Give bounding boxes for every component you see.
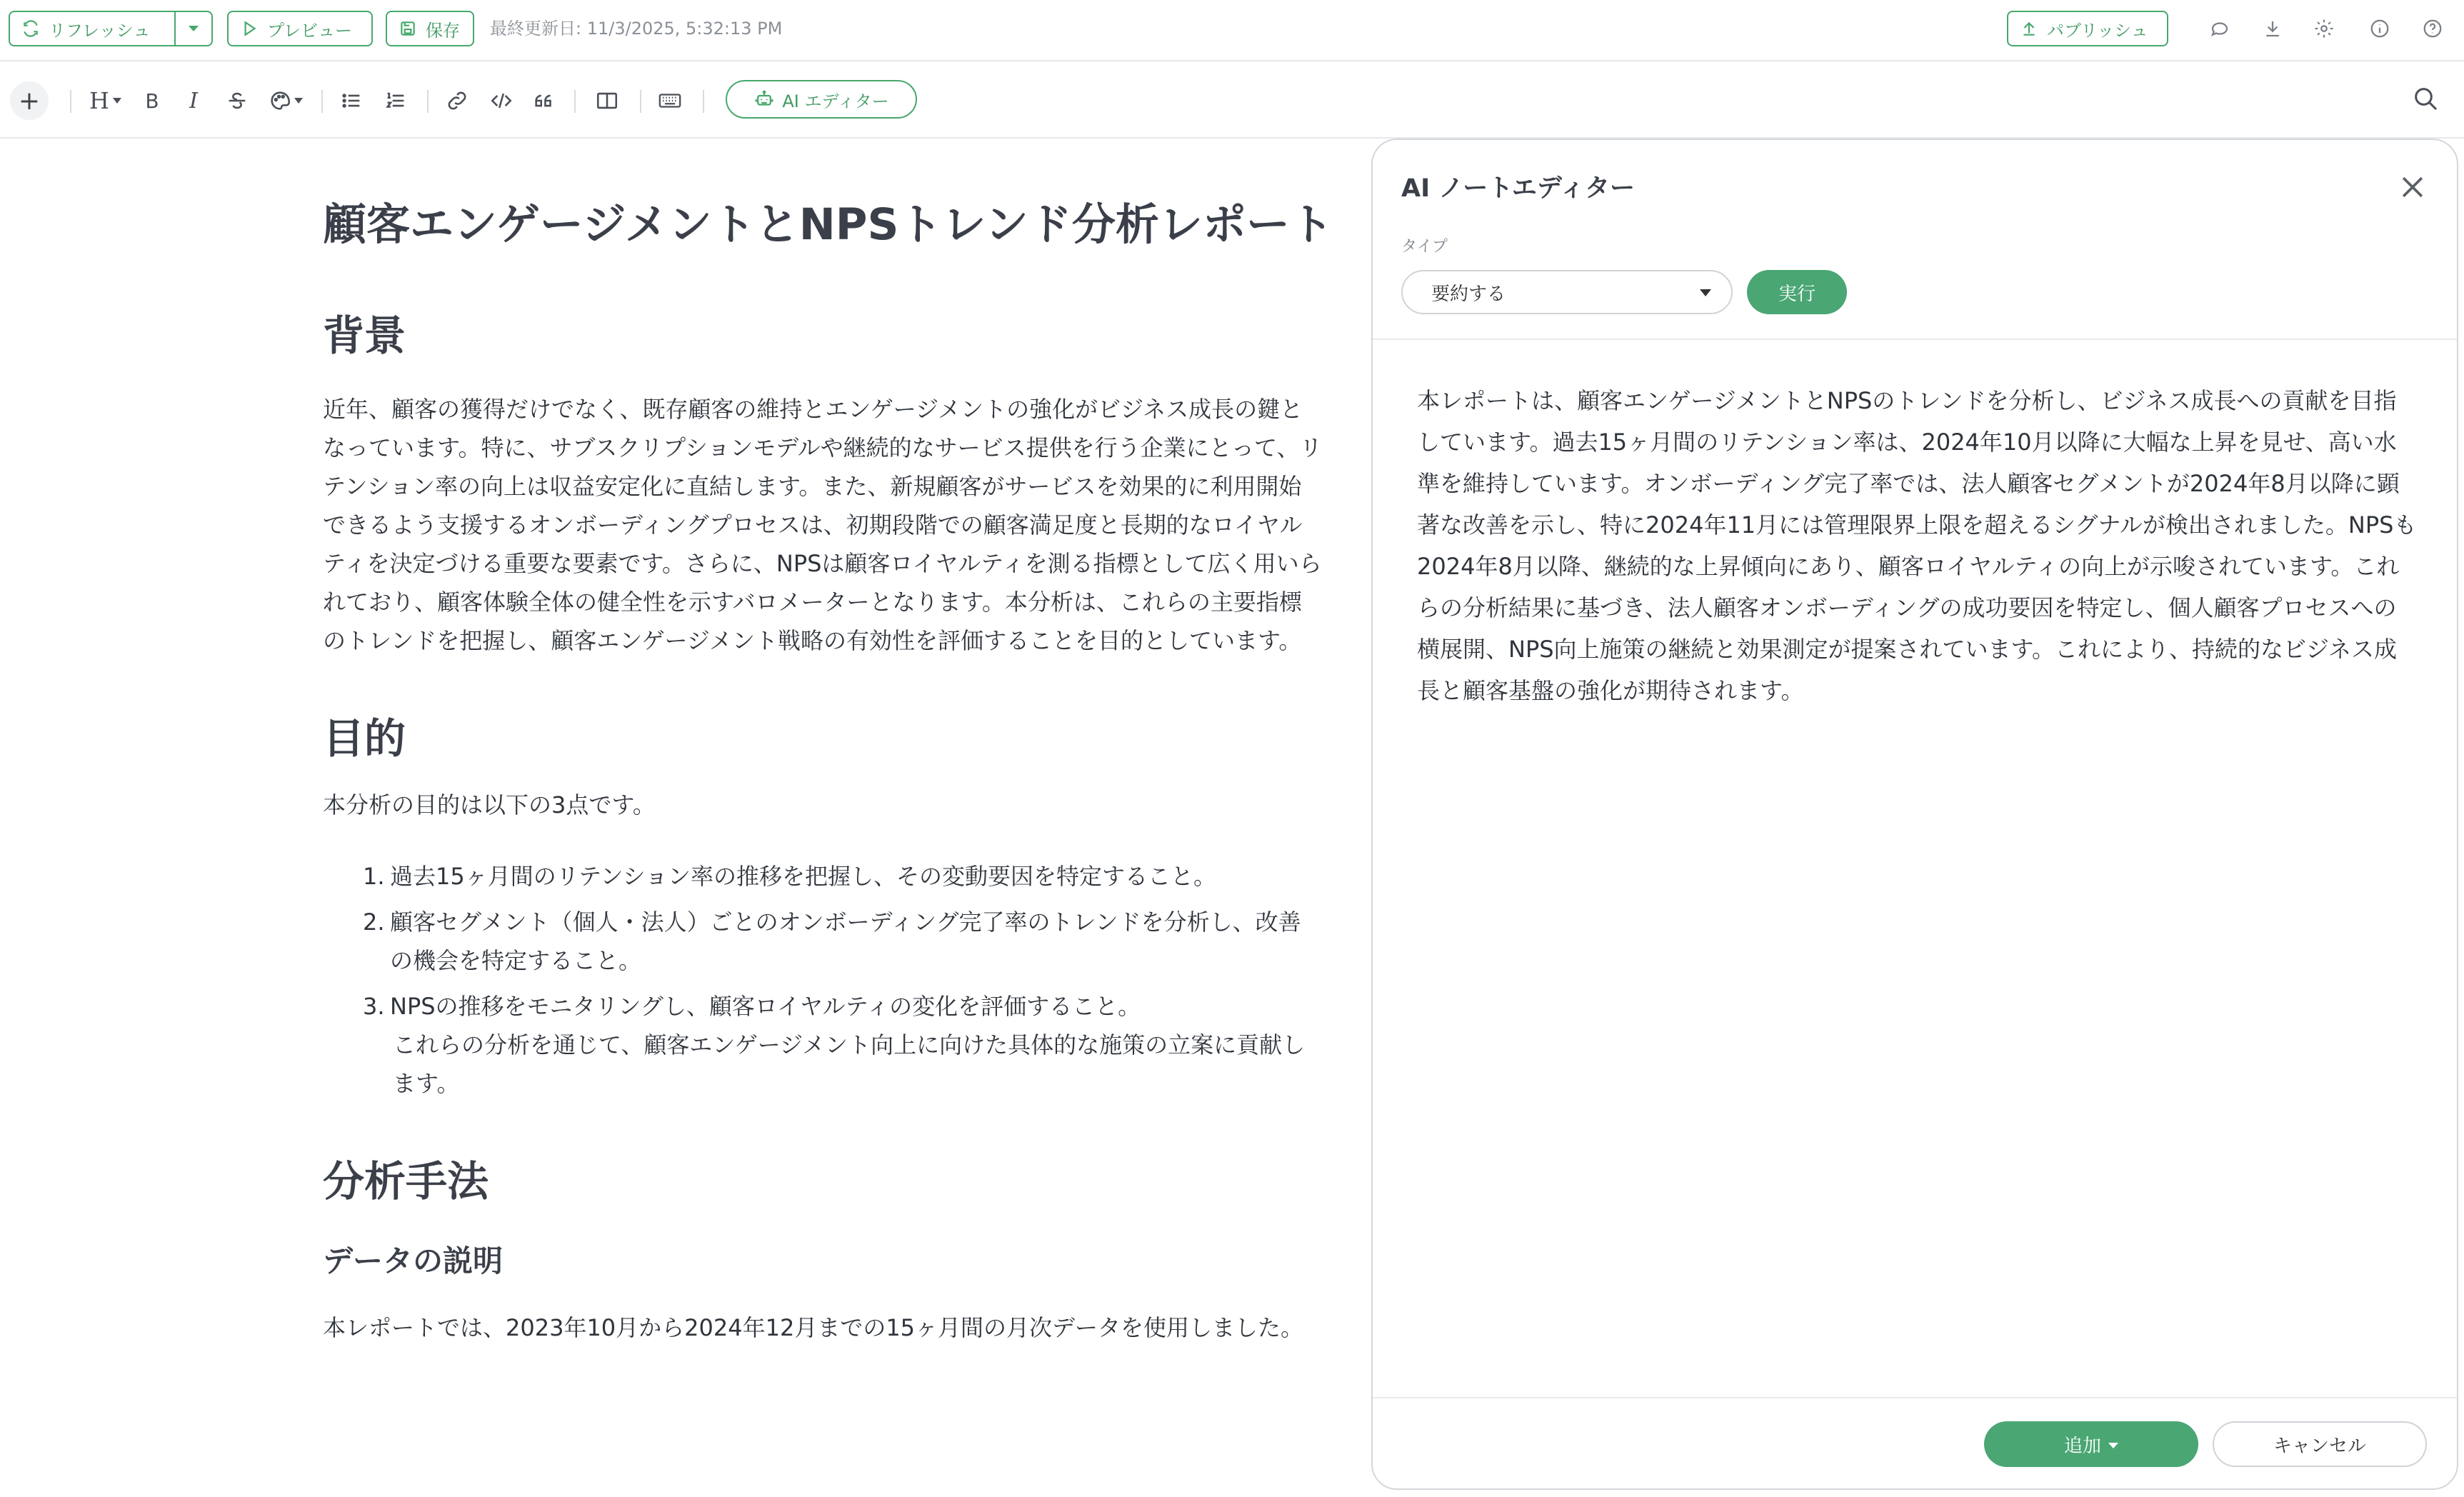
keyboard-icon[interactable] [654,84,686,117]
save-icon [399,19,417,38]
code-icon[interactable] [487,84,516,117]
link-icon[interactable] [443,84,471,117]
background-heading: 背景 [323,311,406,360]
document-title: 顧客エンゲージメントとNPSトレンド分析レポート [323,199,1333,250]
toolbar-divider [640,90,641,113]
purpose-heading: 目的 [323,714,406,763]
panel-title: AI ノートエディター [1401,174,1636,203]
type-select[interactable] [1401,270,1733,314]
type-select-value: 要約する [1431,283,1506,305]
top-bar [0,0,2464,61]
list-item [363,987,1323,1026]
bold-icon[interactable] [140,84,164,117]
list-item-text: 過去15ヶ月間のリテンション率の推移を把握し、その変動要因を特定すること。 [390,863,1217,890]
add-button[interactable] [1984,1421,2198,1467]
add-label: 追加 [2063,1435,2101,1457]
quote-icon[interactable] [530,84,559,117]
panel-footer-divider [1373,1397,2458,1398]
caret-down-icon [187,24,200,33]
toolbar-divider [427,90,429,113]
info-icon[interactable] [2367,16,2393,41]
robot-icon [753,89,775,110]
comment-icon[interactable] [2207,16,2233,41]
preview-label: プレビュー [267,20,353,41]
refresh-icon [21,19,40,38]
heading-label: H [89,87,109,114]
summary-text[interactable]: 本レポートは、顧客エンゲージメントとNPSのトレンドを分析し、ビジネス成長への貢献を目指しています。過去15ヶ月間のリテンション率は、2024年10月以降に大幅な上昇を見せ、高い水準を維持しています。オンボーディング完了率では、法人顧客セグメントが2024年8月以降に顕著な改善を示し、特に2024年11月には管理限界上限を超えるシグナルが検出されました。NPSも2024年8月以降、継続的な上昇傾向にあり、顧客ロイヤルティの向上が示唆されています。これらの分析結果に基づき、法人顧客オンボーディングの成功要因を特定し、個人顧客プロセスへの横展開、NPS向上施策の継続と効果測定が提案されています。これにより、持続的なビジネス成長と顧客基盤の強化が期待されます。 [1417,387,2417,704]
search-icon[interactable] [2411,84,2440,113]
publish-label: パブリッシュ [2047,20,2148,41]
toolbar-divider [70,90,71,113]
plus-icon[interactable]: + [10,81,49,120]
toolbar-divider [703,90,704,113]
refresh-button[interactable] [9,11,176,46]
columns-icon[interactable] [591,84,623,117]
run-label: 実行 [1778,283,1816,305]
cancel-button[interactable] [2213,1421,2427,1467]
caret-down-icon [294,97,304,104]
list-item-text: 顧客セグメント（個人・法人）ごとのオンボーディング完了率のトレンドを分析し、改善の機会を特定すること。 [390,908,1301,974]
strikethrough-icon[interactable] [223,84,251,117]
publish-button[interactable] [2007,11,2168,46]
last-updated-text: 最終更新日: 11/3/2025, 5:32:13 PM [490,19,783,39]
chevron-down-icon [1700,289,1711,296]
list-item [363,857,1323,896]
download-icon[interactable] [2260,16,2285,41]
caret-down-icon [2108,1443,2118,1448]
gear-icon[interactable] [2311,16,2337,41]
formatting-toolbar [0,63,2464,139]
numbered-list-icon[interactable] [381,84,410,117]
toolbar-divider [574,90,576,113]
close-icon[interactable] [2397,171,2428,203]
list-item-number: 2. [363,908,385,936]
list-item [363,903,1323,980]
preview-button[interactable] [227,11,373,46]
data-description-paragraph: 本レポートでは、2023年10月から2024年12月までの15ヶ月間の月次データを使用しました。 [323,1314,1304,1341]
list-item-number: 1. [363,863,385,890]
italic-label: I [189,88,198,114]
toolbar-divider [321,90,323,113]
background-paragraph: 近年、顧客の獲得だけでなく、既存顧客の維持とエンゲージメントの強化がビジネス成長の鍵となっています。特に、サブスクリプションモデルや継続的なサービス提供を行う企業にとって、リテンション率の向上は収益安定化に直結します。また、新規顧客がサービスを効果的に利用開始できるよう支援するオンボーディングプロセスは、初期段階での顧客満足度と長期的なロイヤルティを決定づける重要な要素です。さらに、NPSは顧客ロイヤルティを測る指標として広く用いられており、顧客体験全体の健全性を示すバロメーターとなります。本分析は、これらの主要指標のトレンドを把握し、顧客エンゲージメント戦略の有効性を評価することを目的としています。 [323,396,1323,654]
ai-note-editor-panel [1371,139,2458,1490]
document-body[interactable] [323,193,1333,1347]
type-label: タイプ [1401,238,1448,256]
play-icon [240,19,259,38]
bold-label: B [145,89,159,113]
purpose-list [323,857,1323,1026]
bullet-list-icon[interactable] [337,84,366,117]
method-heading: 分析手法 [323,1157,489,1206]
ai-editor-button[interactable] [726,80,917,119]
run-button[interactable] [1747,270,1847,314]
panel-divider [1373,339,2458,340]
refresh-dropdown-button[interactable] [174,11,213,46]
refresh-label: リフレッシュ [49,20,151,41]
italic-icon[interactable] [181,84,206,117]
caret-down-icon [112,97,122,104]
help-icon[interactable] [2420,16,2445,41]
color-icon[interactable] [266,84,306,117]
purpose-outro: これらの分析を通じて、顧客エンゲージメント向上に向けた具体的な施策の立案に貢献します。 [393,1031,1306,1097]
cancel-label: キャンセル [2273,1435,2366,1457]
heading-icon[interactable] [86,84,126,117]
upload-icon [2020,19,2038,38]
ai-editor-label: AI エディター [782,91,889,111]
list-item-text: NPSの推移をモニタリングし、顧客ロイヤルティの変化を評価すること。 [390,993,1141,1020]
data-description-heading: データの説明 [323,1243,504,1278]
save-button[interactable] [386,11,474,46]
save-label: 保存 [426,20,460,41]
list-item-number: 3. [363,993,385,1020]
purpose-intro: 本分析の目的は以下の3点です。 [323,791,656,818]
